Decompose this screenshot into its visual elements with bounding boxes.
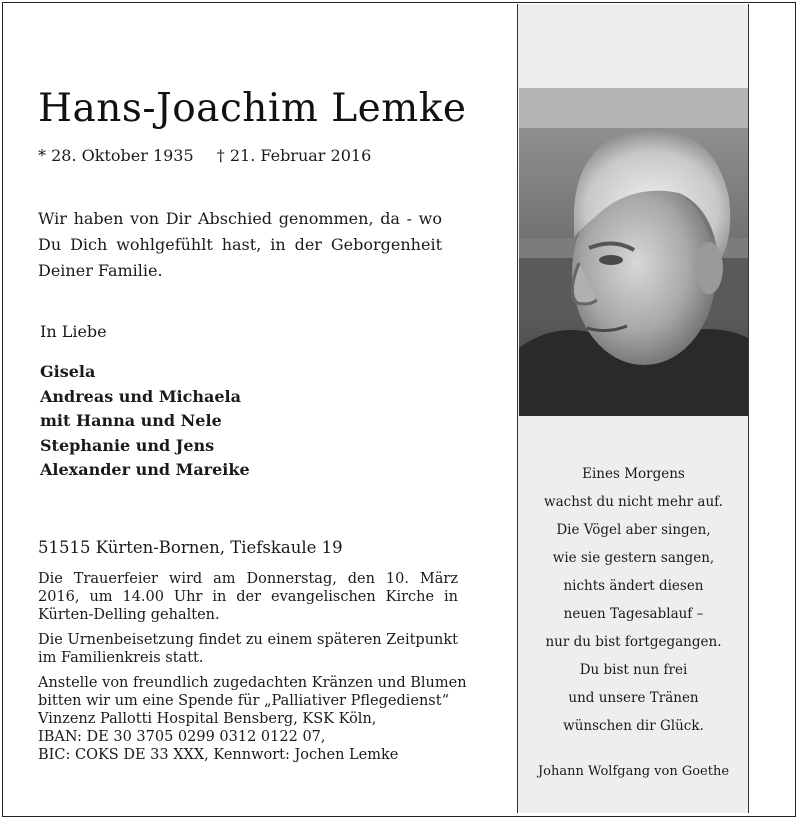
donation-line: IBAN: DE 30 3705 0299 0312 0122 07, [38, 729, 326, 745]
donation-line: BIC: COKS DE 33 XXX, Kennwort: Jochen Lemke [38, 747, 399, 763]
life-dates [38, 146, 371, 165]
poem-line: nur du bist fortgegangen. [545, 634, 722, 650]
family-member: Stephanie und Jens [40, 435, 215, 455]
poem-line: Du bist nun frei [579, 662, 688, 678]
portrait-image [519, 88, 748, 416]
poem-line: wünschen dir Glück. [563, 718, 704, 734]
address: 51515 Kürten-Bornen, Tiefskaule 19 [38, 538, 343, 557]
poem-line: nichts ändert diesen [563, 578, 704, 594]
funeral-note: Die Trauerfeier wird am Donnerstag, den 10. März 2016, um 14.00 Uhr in der evangelischen Kirche in Kürten-Delling gehalten. [38, 571, 458, 623]
donation-line: Anstelle von freundlich zugedachten Kränzen und Blumen [38, 675, 467, 691]
urn-note: Die Urnenbeisetzung findet zu einem späteren Zeitpunkt im Familienkreis statt. [38, 632, 458, 666]
family-member: Gisela [40, 362, 96, 381]
poem-line: wachst du nicht mehr auf. [544, 494, 723, 510]
farewell-text: Wir haben von Dir Abschied genommen, da - wo Du Dich wohlgefühlt hast, in der Geborgenheit Deiner Familie. [38, 209, 442, 280]
poem-line: Die Vögel aber singen, [556, 522, 711, 538]
family-member: mit Hanna und Nele [40, 411, 222, 430]
deceased-name: Hans-Joachim Lemke [38, 86, 467, 131]
poem-line: neuen Tagesablauf – [563, 606, 704, 622]
death-date: † 21. Februar 2016 [216, 146, 372, 165]
portrait-photo [519, 88, 748, 416]
donation-line: Vinzenz Pallotti Hospital Bensberg, KSK Köln, [38, 711, 377, 727]
family-member: Andreas und Michaela [40, 386, 241, 406]
poem-line: und unsere Tränen [568, 690, 699, 706]
poem-line: wie sie gestern sangen, [552, 550, 715, 566]
in-love-label: In Liebe [40, 322, 107, 341]
service-notes [38, 570, 467, 764]
family-member: Alexander und Mareike [40, 460, 250, 479]
birth-date: * 28. Oktober 1935 [38, 146, 194, 165]
donation-note [38, 674, 467, 764]
poem-line: Eines Morgens [582, 466, 685, 482]
poem [519, 460, 748, 740]
poem-author: Johann Wolfgang von Goethe [537, 764, 730, 779]
family-list [40, 360, 250, 483]
donation-line: bitten wir um eine Spende für „Palliativer Pflegedienst“ [38, 693, 449, 709]
